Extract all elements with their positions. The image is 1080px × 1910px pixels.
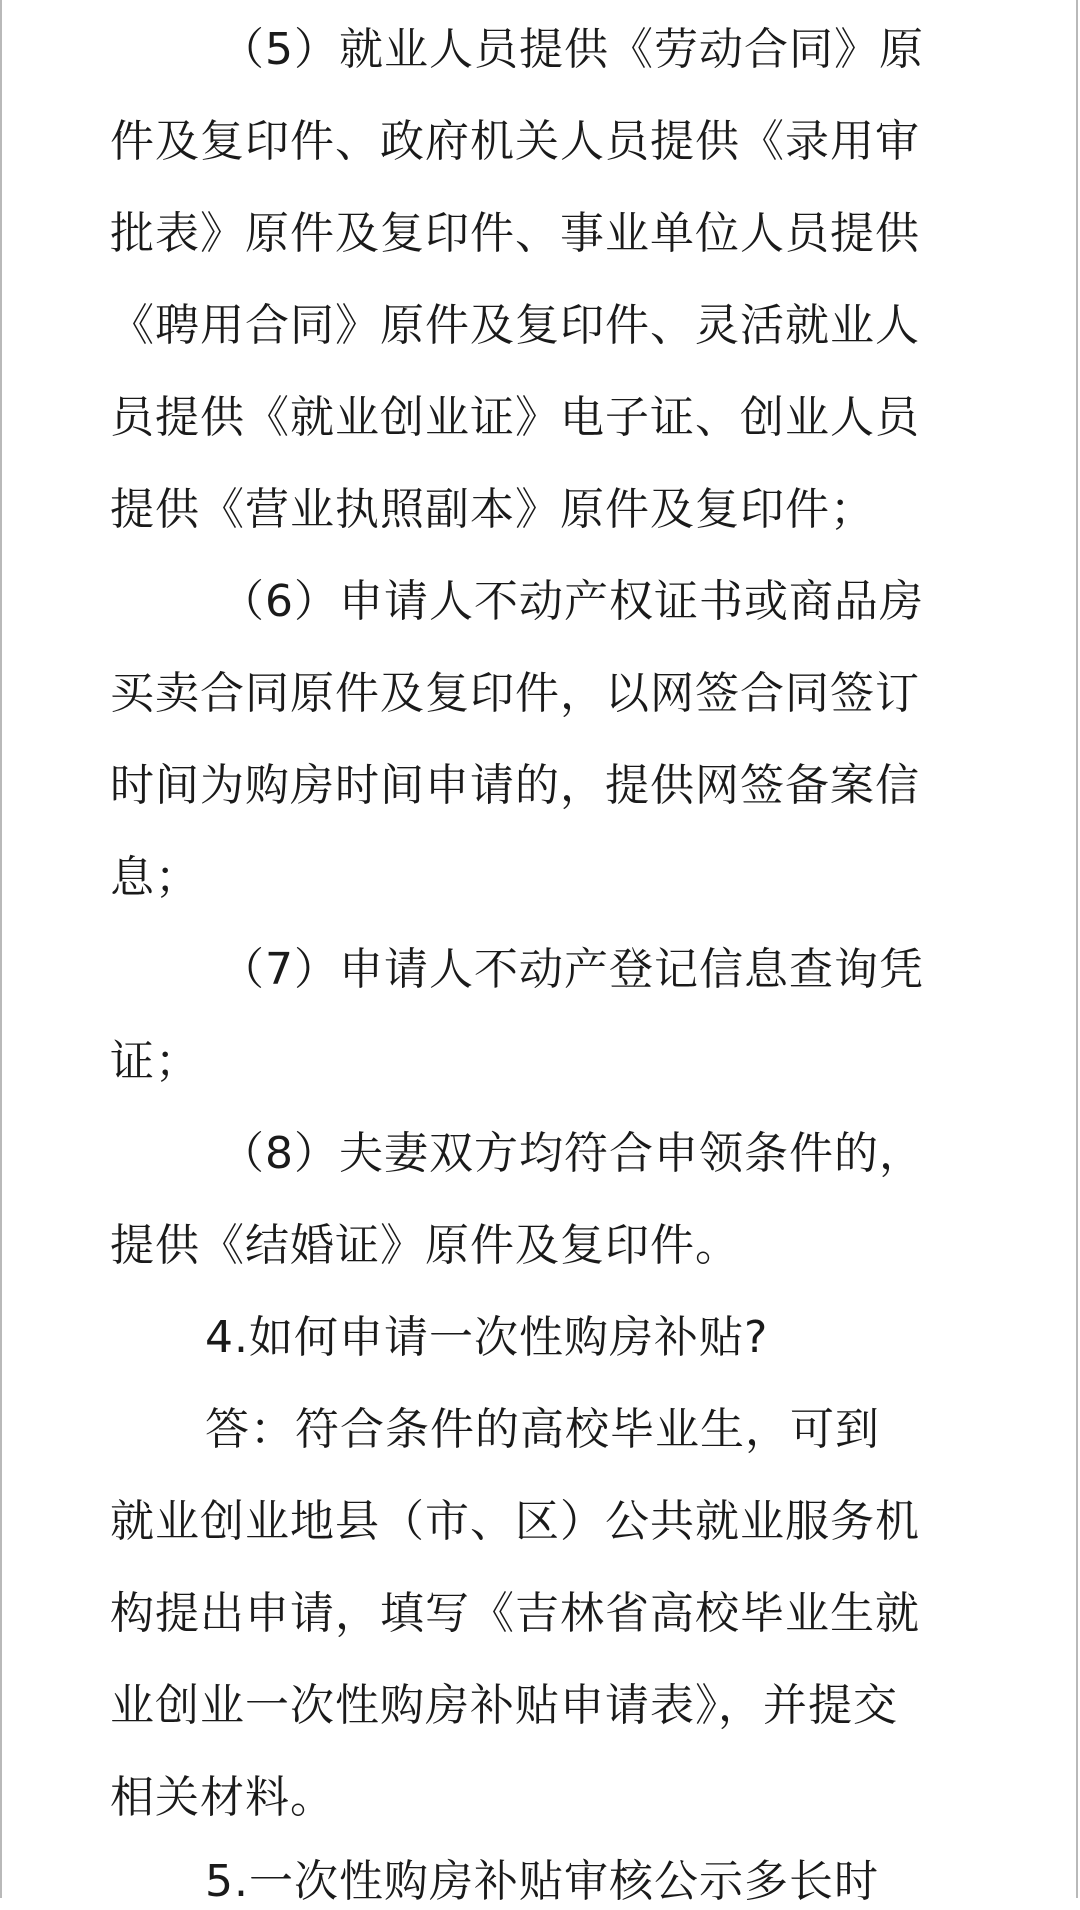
answer-4-line-3: 构提出申请，填写《吉林省高校毕业生就 [110,1588,920,1639]
question-5: 5.一次性购房补贴审核公示多长时 [205,1856,879,1907]
page-border-left [0,0,2,1898]
answer-4-line-5: 相关材料。 [110,1772,335,1823]
question-4: 4.如何申请一次性购房补贴? [205,1312,769,1363]
item-6-line-1: （6）申请人不动产权证书或商品房 [220,576,924,627]
item-7-line-1: （7）申请人不动产登记信息查询凭 [220,944,924,995]
item-5-line-3: 批表》原件及复印件、事业单位人员提供 [110,208,920,259]
item-5-line-6: 提供《营业执照副本》原件及复印件； [110,484,875,535]
answer-4-line-4: 业创业一次性购房补贴申请表》，并提交 [110,1680,898,1731]
page-border-right [1076,0,1078,1898]
item-6-line-4: 息； [110,852,200,903]
item-5-line-1: （5）就业人员提供《劳动合同》原 [220,24,924,75]
answer-4-line-1: 答：符合条件的高校毕业生，可到 [205,1404,880,1455]
item-6-line-2: 买卖合同原件及复印件，以网签合同签订 [110,668,920,719]
item-5-line-2: 件及复印件、政府机关人员提供《录用审 [110,116,920,167]
answer-4-line-2: 就业创业地县（市、区）公共就业服务机 [110,1496,920,1547]
item-7-line-2: 证； [110,1036,200,1087]
item-8-line-1: （8）夫妻双方均符合申领条件的， [220,1128,924,1179]
item-5-line-4: 《聘用合同》原件及复印件、灵活就业人 [110,300,920,351]
item-8-line-2: 提供《结婚证》原件及复印件。 [110,1220,740,1271]
item-5-line-5: 员提供《就业创业证》电子证、创业人员 [110,392,920,443]
item-6-line-3: 时间为购房时间申请的，提供网签备案信 [110,760,920,811]
